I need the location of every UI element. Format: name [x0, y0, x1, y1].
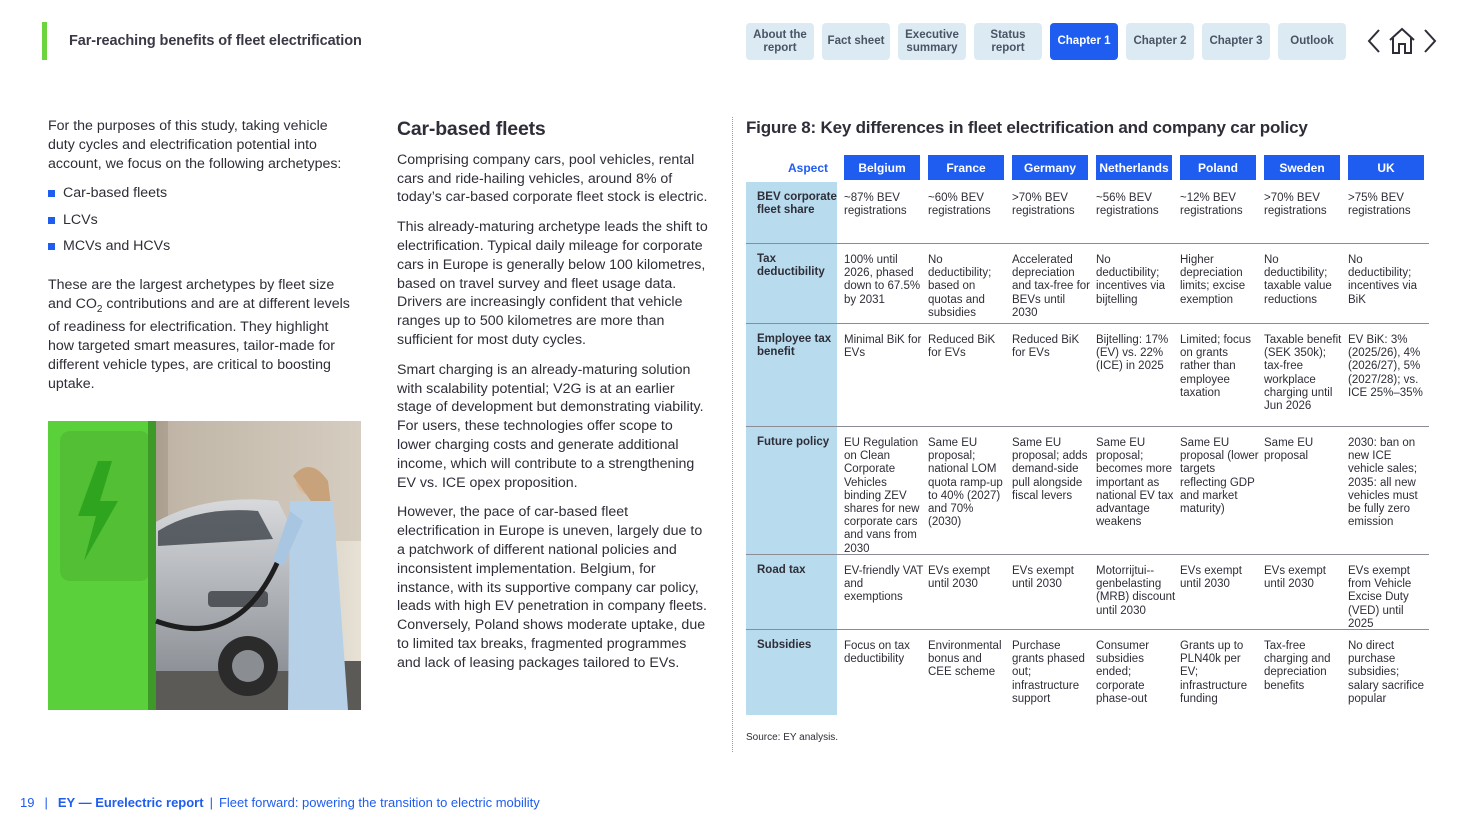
table-cell: 100% until 2026, phased down to 67.5% by 2031: [844, 254, 921, 306]
figure-source: Source: EY analysis.: [746, 732, 839, 743]
list-item: MCVs and HCVs: [48, 237, 358, 264]
table-cell: Taxable benefit (SEK 350k); tax-free workplace charging until Jun 2026: [1264, 334, 1342, 413]
table-cell: EV BiK: 3% (2025/26), 4% (2026/27), 5% (2027/28); vs. ICE 25%–35%: [1348, 334, 1423, 399]
body-paragraph: However, the pace of car-based fleet electrification in Europe is uneven, largely due to a patchwork of different national policies and inconsistent implementation. Belgium, for instance, with its supportive company car policy, leads with high EV penetration in company fleets. Conversely, Poland shows moderate uptake, due to limited tax breaks, fragmented programmes and lack of leasing packages tailored to EVs.: [397, 504, 707, 671]
table-cell: No direct purchase subsidies; salary sacrifice popular: [1348, 640, 1425, 705]
archetype-list: [48, 184, 358, 264]
ev-charging-photo: [48, 421, 361, 710]
footer-separator: |: [209, 795, 213, 810]
table-cell: ~60% BEV registrations: [928, 192, 991, 218]
table-cell: No deductibility; incentives via BiK: [1348, 254, 1418, 306]
middle-column: [397, 120, 709, 684]
intro-paragraph: For the purposes of this study, taking vehicle duty cycles and electrification potential into account, we focus on the following archetypes:: [48, 118, 342, 172]
table-cell: Minimal BiK for EVs: [844, 334, 922, 360]
table-cell: >75% BEV registrations: [1348, 192, 1411, 218]
column-header: Sweden: [1264, 155, 1340, 180]
row-label: Tax deductibility: [746, 244, 837, 323]
page-number: 19: [20, 795, 35, 810]
table-cell: >70% BEV registrations: [1264, 192, 1327, 218]
table-cell: Consumer subsidies ended; corporate phase-out: [1096, 640, 1150, 705]
figure-title: Figure 8: Key differences in fleet electrification and company car policy: [746, 118, 1308, 137]
table-cell: EVs exempt until 2030: [1180, 565, 1242, 591]
table-cell: Same EU proposal; becomes more important as national EV tax advantage weakens: [1096, 437, 1174, 529]
list-item: Car-based fleets: [48, 184, 358, 211]
footer-brand: EY — Eurelectric report: [57, 795, 204, 810]
page-section-title: Far-reaching benefits of fleet electrification: [69, 33, 362, 49]
table-cell: 2030: ban on new ICE vehicle sales; 2035: all new vehicles must be fully zero emission: [1348, 437, 1418, 529]
table-cell: Motorrijtui--genbelasting (MRB) discount until 2030: [1096, 565, 1176, 617]
table-cell: Focus on tax deductibility: [844, 640, 910, 666]
table-cell: EVs exempt until 2030: [1264, 565, 1326, 591]
page-nav-icons: [1366, 26, 1438, 56]
table-cell: No deductibility; based on quotas and subsidies: [928, 254, 992, 319]
table-cell: EV-friendly VAT and exemptions: [844, 565, 924, 604]
column-header: Netherlands: [1096, 155, 1172, 180]
table-cell: ~12% BEV registrations: [1180, 192, 1243, 218]
nav-executive-summary[interactable]: Executive summary: [898, 23, 966, 60]
table-cell: No deductibility; incentives via bijtelling: [1096, 254, 1166, 306]
column-header: UK: [1348, 155, 1424, 180]
row-label: Road tax: [746, 555, 837, 629]
table-cell: Environmental bonus and CEE scheme: [928, 640, 1002, 679]
table-cell: Reduced BiK for EVs: [1012, 334, 1080, 360]
table-cell: Same EU proposal; adds demand-side pull alongside fiscal levers: [1012, 437, 1088, 502]
body-paragraph: This already-maturing archetype leads the shift to electrification. Typical daily mileage for corporate cars in Europe is generally below 100 kilometres, based on travel survey and fleet usage data. Drivers are increasingly confident that vehicle ranges up to 500 kilometres are more than sufficient for most duty cycles.: [397, 219, 708, 348]
table-cell: EU Regulation on Clean Corporate Vehicles binding ZEV shares for new corporate cars and vans from 2030: [844, 437, 920, 555]
chevron-right-icon[interactable]: [1422, 26, 1438, 56]
column-header: Germany: [1012, 155, 1088, 180]
chevron-left-icon[interactable]: [1366, 26, 1382, 56]
aspect-header: Aspect: [788, 161, 829, 175]
column-header: France: [928, 155, 1004, 180]
footer-report-title: Fleet forward: powering the transition to electric mobility: [218, 795, 540, 810]
table-row: [746, 555, 1429, 630]
table-cell: Reduced BiK for EVs: [928, 334, 996, 360]
table-cell: Same EU proposal: [1264, 437, 1314, 463]
table-row: [746, 630, 1429, 715]
table-cell: Tax-free charging and depreciation benefits: [1264, 640, 1331, 692]
row-label: Subsidies: [746, 630, 837, 715]
table-cell: Higher depreciation limits; excise exemption: [1180, 254, 1246, 306]
nav-chapter-2[interactable]: Chapter 2: [1126, 23, 1194, 60]
header-accent-bar: [42, 22, 47, 60]
table-cell: EVs exempt from Vehicle Excise Duty (VED) until 2025: [1348, 565, 1412, 630]
column-header: Poland: [1180, 155, 1256, 180]
policy-comparison-table: [746, 155, 1429, 715]
archetypes-paragraph: These are the largest archetypes by fleet size and $CO_2$ contributions and are at different levels of readiness for electrification. They highlight how targeted smart measures, tailor-made for different vehicle types, are critical to boosting uptake.: [48, 276, 350, 393]
chapter-nav: [746, 23, 1346, 60]
table-cell: Same EU proposal; national LOM quota ramp-up to 40% (2027) and 70% (2030): [928, 437, 1003, 529]
table-row: [746, 182, 1429, 244]
row-label: Employee tax benefit: [746, 324, 837, 426]
table-cell: No deductibility; taxable value reductions: [1264, 254, 1332, 306]
table-cell: ~87% BEV registrations: [844, 192, 907, 218]
table-cell: EVs exempt until 2030: [928, 565, 990, 591]
nav-fact-sheet[interactable]: Fact sheet: [822, 23, 890, 60]
nav-chapter-1[interactable]: Chapter 1: [1050, 23, 1118, 60]
table-cell: Same EU proposal (lower targets reflecting GDP and market maturity): [1180, 437, 1259, 516]
nav-status-report[interactable]: Status report: [974, 23, 1042, 60]
footer-separator: |: [44, 795, 48, 810]
table-cell: Bijtelling: 17% (EV) vs. 22% (ICE) in 2025: [1096, 334, 1169, 373]
nav-chapter-3[interactable]: Chapter 3: [1202, 23, 1270, 60]
table-cell: Grants up to PLN40k per EV; infrastructure funding: [1180, 640, 1248, 705]
table-cell: EVs exempt until 2030: [1012, 565, 1074, 591]
table-cell: >70% BEV registrations: [1012, 192, 1075, 218]
table-row: [746, 324, 1429, 427]
home-icon[interactable]: [1388, 26, 1416, 56]
table-header-row: [746, 155, 1429, 181]
table-cell: Accelerated depreciation and tax-free for BEVs until 2030: [1012, 254, 1090, 319]
body-paragraph: Smart charging is an already-maturing solution with scalability potential; V2G is at an earlier stage of development but demonstrating viability. For users, these technologies offer scope to lower charging costs and generate additional income, which will contribute to a strengthening EV vs. ICE opex proposition.: [397, 361, 704, 491]
column-divider: [732, 117, 733, 752]
nav-about-the-report[interactable]: About the report: [746, 23, 814, 60]
table-row: [746, 244, 1429, 324]
nav-outlook[interactable]: Outlook: [1278, 23, 1346, 60]
table-cell: ~56% BEV registrations: [1096, 192, 1159, 218]
left-column: [48, 117, 358, 404]
body-paragraph: Comprising company cars, pool vehicles, rental cars and ride-hailing vehicles, around 8% of today’s car-based corporate fleet stock is electric.: [397, 151, 708, 206]
column-header: Belgium: [844, 155, 920, 180]
page-footer: [20, 795, 540, 810]
table-cell: Limited; focus on grants rather than employee taxation: [1180, 334, 1251, 399]
table-row: [746, 427, 1429, 555]
list-item: LCVs: [48, 211, 358, 238]
section-heading: Car-based fleets: [397, 118, 546, 140]
row-label: BEV corporate fleet share: [746, 182, 837, 243]
table-cell: Purchase grants phased out; infrastructure support: [1012, 640, 1085, 705]
row-label: Future policy: [746, 427, 837, 554]
